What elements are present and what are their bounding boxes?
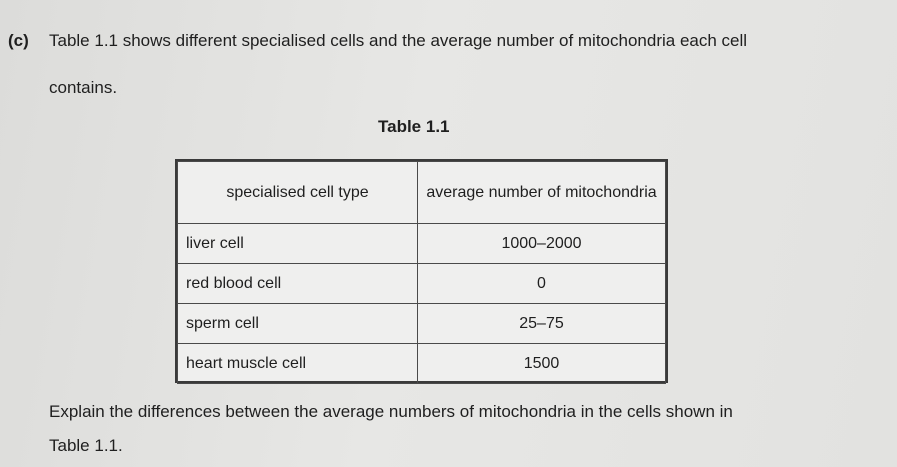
question-text-line-2: contains. xyxy=(49,78,118,97)
table-row xyxy=(178,344,666,384)
mitochondria-count: 25–75 xyxy=(418,304,666,344)
cell-type: sperm cell xyxy=(178,304,418,344)
instruction-line-2: Table 1.1. xyxy=(49,436,123,455)
cell-type: red blood cell xyxy=(178,264,418,304)
mitochondria-count: 1500 xyxy=(418,344,666,384)
table-row xyxy=(178,304,666,344)
mitochondria-count: 0 xyxy=(418,264,666,304)
table-header-row xyxy=(178,162,666,224)
table-row xyxy=(178,224,666,264)
data-table xyxy=(177,161,666,384)
mitochondria-count: 1000–2000 xyxy=(418,224,666,264)
table-caption: Table 1.1 xyxy=(378,117,450,136)
mitochondria-table xyxy=(175,159,668,383)
question-label: (c) xyxy=(8,31,29,50)
cell-type: heart muscle cell xyxy=(178,344,418,384)
header-cell-type: specialised cell type xyxy=(178,162,418,224)
cell-type: liver cell xyxy=(178,224,418,264)
question-text-line-1: Table 1.1 shows different specialised cells and the average number of mitochondria each cell xyxy=(49,31,748,50)
instruction-line-1: Explain the differences between the average numbers of mitochondria in the cells shown in xyxy=(49,402,733,421)
header-mitochondria: average number of mitochondria xyxy=(418,162,666,224)
table-row xyxy=(178,264,666,304)
